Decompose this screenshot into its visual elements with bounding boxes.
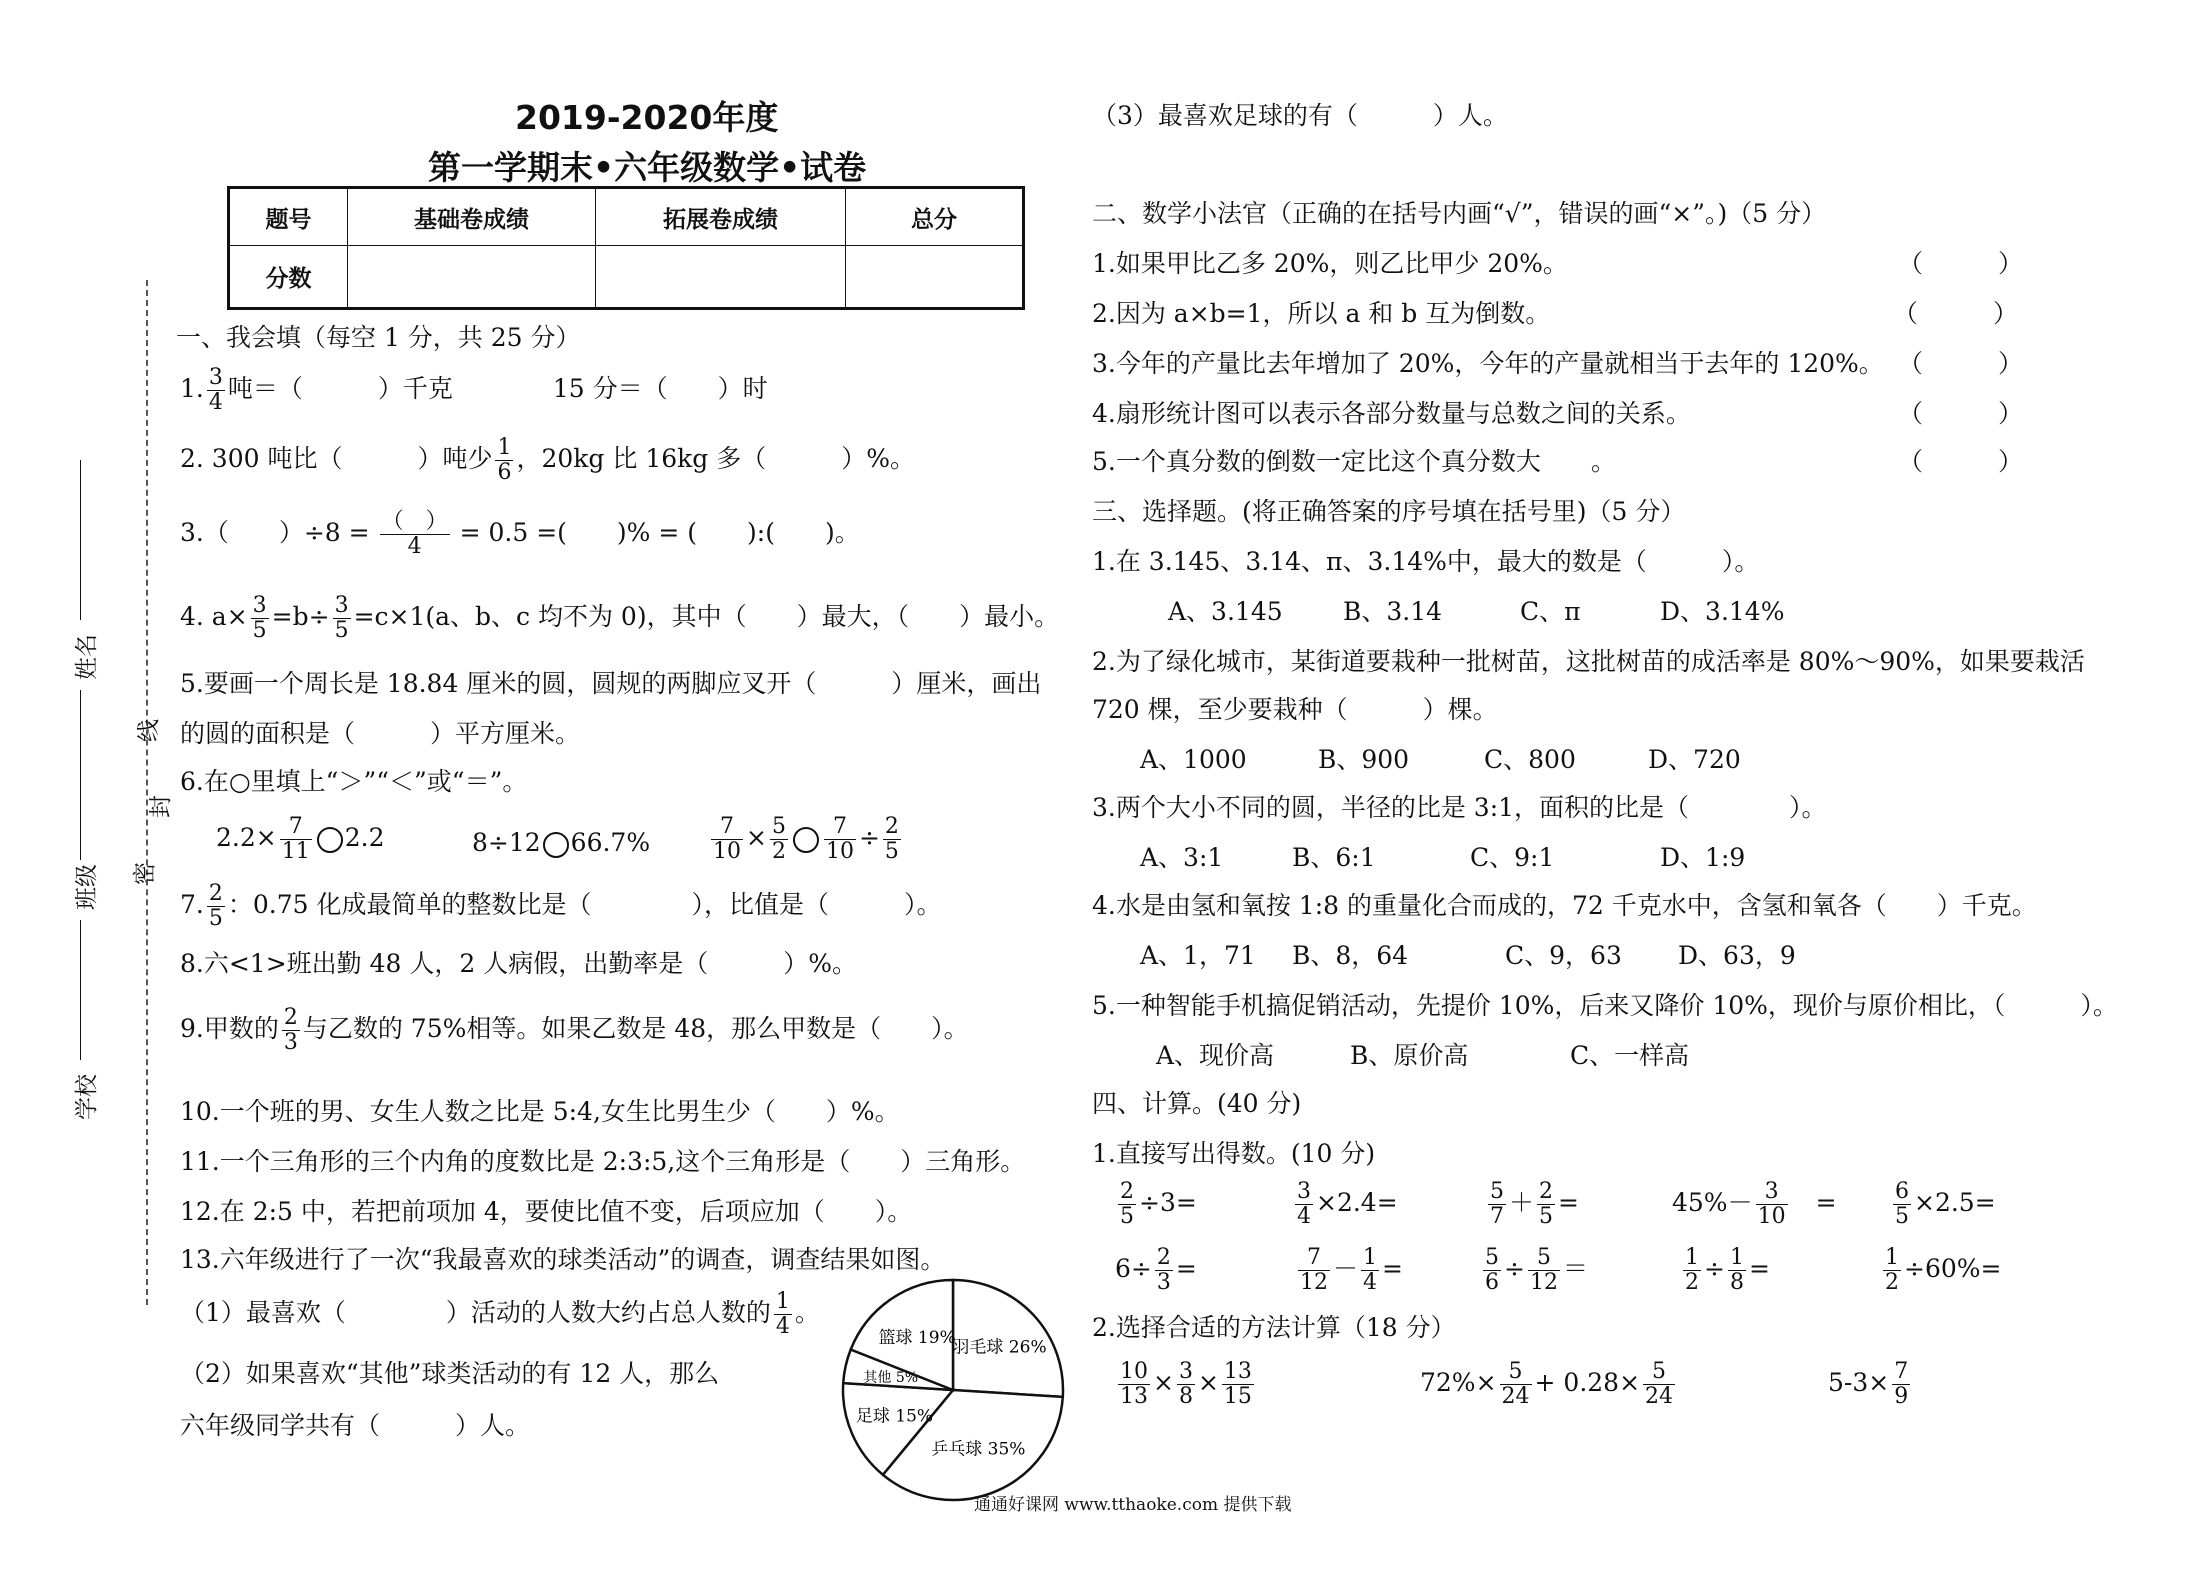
question-2: 2. 300 吨比（ ）吨少 $\frac{1}{6}$ ，20kg 比 16kg 多（ ）%。	[180, 435, 915, 485]
score-row-label: 分数	[229, 246, 348, 309]
fraction: $\frac{2}{3}$	[283, 1005, 298, 1055]
compare-circle[interactable]	[793, 827, 819, 853]
score-header-cell: 题号	[229, 188, 348, 246]
pie-chart	[838, 1275, 1068, 1505]
fraction: $\frac{7}{10}$	[713, 814, 741, 864]
pie-label-1: 乒乓球 35%	[931, 1439, 1026, 1460]
fraction: $\frac{( )}{4}$	[381, 509, 448, 559]
score-table	[227, 186, 1025, 310]
answer-paren[interactable]: （ ）	[1893, 299, 2019, 328]
question-5b: 的圆的面积是（ ）平方厘米。	[180, 719, 581, 748]
calc-expr: $\frac{5}{6}$ ÷ $\frac{5}{12}$ ＝	[1485, 1245, 1588, 1295]
choice-5-option: B、原价高	[1350, 1041, 1469, 1070]
answer-paren[interactable]: （ ）	[1898, 399, 2024, 428]
question-1: 1. $\frac{3}{4}$ 吨＝（ ）千克 15 分＝（ ）时	[180, 365, 768, 415]
choice-1: 1.在 3.145、3.14、π、3.14%中，最大的数是（ ）。	[1092, 547, 1760, 576]
choice-5-option: C、一样高	[1570, 1041, 1690, 1070]
fraction: $\frac{3}{5}$	[252, 593, 267, 643]
name-underline	[80, 460, 81, 620]
choice-4-option: C、9，63	[1505, 941, 1622, 970]
compare-circle[interactable]	[317, 827, 343, 853]
calc-expr: $\frac{10}{13}$ × $\frac{3}{8}$ × $\frac{13}{15}$	[1120, 1359, 1252, 1409]
score-cell[interactable]	[846, 246, 1024, 309]
score-header-cell: 总分	[846, 188, 1024, 246]
question-13-2b: 六年级同学共有（ ）人。	[180, 1411, 531, 1440]
choice-2-option: A、1000	[1140, 745, 1247, 774]
seal-char: 密	[132, 862, 158, 885]
footer-source: 通通好课网 www.tthaoke.com 提供下载	[974, 1495, 1292, 1515]
section4-heading: 四、计算。(40 分)	[1092, 1089, 1302, 1118]
question-10: 10.一个班的男、女生人数之比是 5:4,女生比男生少（ ）%。	[180, 1097, 900, 1126]
calc-expr: $\frac{6}{5}$ ×2.5=	[1895, 1179, 1996, 1229]
question-4: 4. a× $\frac{3}{5}$ =b÷ $\frac{3}{5}$ =c×1(a、b、c 均不为 0)，其中（ ）最大，（ ）最小。	[180, 593, 1060, 643]
calc-expr: 45%－ $\frac{3}{10}$ =	[1672, 1179, 1837, 1229]
school-label: 学校	[74, 1074, 100, 1120]
question-13-2a: （2）如果喜欢“其他”球类活动的有 12 人，那么	[180, 1359, 720, 1388]
question-13-1: （1）最喜欢（ ）活动的人数大约占总人数的 $\frac{1}{4}$ 。	[180, 1289, 820, 1339]
judge-item-2: 2.因为 a×b=1，所以 a 和 b 互为倒数。	[1092, 299, 1551, 328]
fraction: $\frac{7}{10}$	[825, 814, 854, 864]
choice-3-option: D、1:9	[1660, 843, 1746, 872]
calc-expr: $\frac{2}{5}$ ÷3=	[1120, 1179, 1197, 1229]
section2-heading: 二、数学小法官（正确的在括号内画“√”，错误的画“×”。)（5 分）	[1092, 199, 1827, 228]
fraction: $\frac{1}{4}$	[775, 1289, 790, 1339]
question-6-expr-3: $\frac{7}{10}$ × $\frac{5}{2}$ $\frac{7}{10}$ ÷ $\frac{2}{5}$	[713, 814, 899, 864]
answer-paren[interactable]: （ ）	[1898, 447, 2024, 476]
question-7: 7. $\frac{2}{5}$ ：0.75 化成最简单的整数比是（ ），比值是（ ）。	[180, 881, 942, 931]
calc-1-heading: 1.直接写出得数。(10 分)	[1092, 1139, 1376, 1168]
choice-3-option: A、3:1	[1140, 843, 1224, 872]
fraction: $\frac{5}{2}$	[771, 814, 786, 864]
calc-2-heading: 2.选择合适的方法计算（18 分）	[1092, 1313, 1456, 1342]
choice-5: 5.一种智能手机搞促销活动，先提价 10%，后来又降价 10%，现价与原价相比，（ ）。	[1092, 991, 2118, 1020]
choice-3-option: B、6:1	[1292, 843, 1376, 872]
calc-expr: $\frac{1}{2}$ ÷ $\frac{1}{8}$ =	[1685, 1245, 1770, 1295]
choice-2-option: B、900	[1318, 745, 1410, 774]
calc-expr: $\frac{3}{4}$ ×2.4=	[1297, 1179, 1398, 1229]
section3-heading: 三、选择题。(将正确答案的序号填在括号里)（5 分）	[1092, 497, 1686, 526]
choice-4-option: A、1，71	[1140, 941, 1256, 970]
fraction: $\frac{3}{4}$	[208, 365, 223, 415]
school-underline	[80, 920, 81, 1060]
question-11: 11.一个三角形的三个内角的度数比是 2:3:5,这个三角形是（ ）三角形。	[180, 1147, 1026, 1176]
question-6: 6.在○里填上“＞”“＜”或“＝”。	[180, 767, 528, 796]
exam-year: 2019-2020年度	[515, 98, 779, 137]
question-6-expr-1: 2.2× $\frac{7}{11}$ 2.2	[216, 814, 385, 864]
question-13-3: （3）最喜欢足球的有（ ）人。	[1092, 101, 1508, 130]
fraction: $\frac{7}{11}$	[281, 814, 310, 864]
choice-1-option: A、3.145	[1168, 597, 1283, 626]
choice-4: 4.水是由氢和氧按 1:8 的重量化合而成的，72 千克水中，含氢和氧各（ ）千克。	[1092, 891, 2037, 920]
calc-expr: 5-3× $\frac{7}{9}$	[1828, 1359, 1909, 1409]
score-cell[interactable]	[348, 246, 596, 309]
name-label: 姓名	[74, 634, 100, 680]
calc-expr: $\frac{5}{7}$ ＋ $\frac{2}{5}$ =	[1490, 1179, 1579, 1229]
pie-label-4: 篮球 19%	[878, 1328, 956, 1349]
choice-3-option: C、9:1	[1470, 843, 1555, 872]
choice-5-option: A、现价高	[1156, 1041, 1275, 1070]
section1-heading: 一、我会填（每空 1 分，共 25 分）	[176, 323, 581, 352]
choice-4-option: B、8，64	[1292, 941, 1409, 970]
calc-expr: 6÷ $\frac{2}{3}$ =	[1115, 1245, 1197, 1295]
choice-2-option: C、800	[1484, 745, 1576, 774]
question-6-expr-2: 8÷12 66.7%	[472, 828, 651, 857]
answer-paren[interactable]: （ ）	[1898, 249, 2024, 278]
calc-expr: $\frac{1}{2}$ ÷60%=	[1885, 1245, 2002, 1295]
class-label: 班级	[74, 864, 100, 910]
fraction: $\frac{1}{6}$	[497, 435, 512, 485]
fraction: $\frac{3}{5}$	[334, 593, 349, 643]
calc-expr: $\frac{7}{12}$ － $\frac{1}{4}$ =	[1300, 1245, 1403, 1295]
choice-1-option: D、3.14%	[1660, 597, 1785, 626]
judge-item-5: 5.一个真分数的倒数一定比这个真分数大 。	[1092, 447, 1616, 476]
choice-2a: 2.为了绿化城市，某街道要栽种一批树苗，这批树苗的成活率是 80%～90%，如果要栽活	[1092, 647, 2085, 676]
answer-paren[interactable]: （ ）	[1898, 349, 2024, 378]
fraction: $\frac{2}{5}$	[884, 814, 899, 864]
choice-2b: 720 棵，至少要栽种（ ）棵。	[1092, 695, 1498, 724]
class-underline	[80, 690, 81, 860]
seal-char: 封	[148, 795, 174, 818]
question-8: 8.六<1>班出勤 48 人，2 人病假，出勤率是（ ）%。	[180, 949, 857, 978]
fraction: $\frac{2}{5}$	[208, 881, 223, 931]
seal-char: 线	[136, 719, 162, 742]
choice-4-option: D、63，9	[1678, 941, 1796, 970]
question-9: 9.甲数的 $\frac{2}{3}$ 与乙数的 75%相等。如果乙数是 48，那么甲数是（ ）。	[180, 1005, 969, 1055]
pie-label-0: 羽毛球 26%	[952, 1337, 1047, 1358]
choice-1-option: C、π	[1520, 597, 1581, 626]
pie-label-2: 足球 15%	[855, 1406, 934, 1427]
question-3: 3.（ ）÷8 = $\frac{( )}{4}$ = 0.5 =( )% = ( ):( )。	[180, 509, 860, 559]
judge-item-3: 3.今年的产量比去年增加了 20%，今年的产量就相当于去年的 120%。	[1092, 349, 1884, 378]
seal-dashed-line	[146, 280, 148, 1305]
choice-1-option: B、3.14	[1343, 597, 1443, 626]
question-12: 12.在 2:5 中，若把前项加 4，要使比值不变，后项应加（ ）。	[180, 1197, 913, 1226]
question-5a: 5.要画一个周长是 18.84 厘米的圆，圆规的两脚应叉开（ ）厘米，画出	[180, 669, 1042, 698]
exam-title: 第一学期末•六年级数学•试卷	[428, 148, 867, 187]
calc-expr: 72%× $\frac{5}{24}$ + 0.28× $\frac{5}{24}$	[1420, 1359, 1674, 1409]
score-header-cell: 基础卷成绩	[348, 188, 596, 246]
choice-2-option: D、720	[1648, 745, 1741, 774]
judge-item-4: 4.扇形统计图可以表示各部分数量与总数之间的关系。	[1092, 399, 1691, 428]
question-13: 13.六年级进行了一次“我最喜欢的球类活动”的调查，调查结果如图。	[180, 1245, 946, 1274]
score-cell[interactable]	[596, 246, 846, 309]
score-header-cell: 拓展卷成绩	[596, 188, 846, 246]
judge-item-1: 1.如果甲比乙多 20%，则乙比甲少 20%。	[1092, 249, 1568, 278]
choice-3: 3.两个大小不同的圆，半径的比是 3:1，面积的比是（ ）。	[1092, 793, 1827, 822]
pie-label-3: 其他 5%	[863, 1370, 919, 1387]
compare-circle[interactable]	[543, 832, 569, 858]
